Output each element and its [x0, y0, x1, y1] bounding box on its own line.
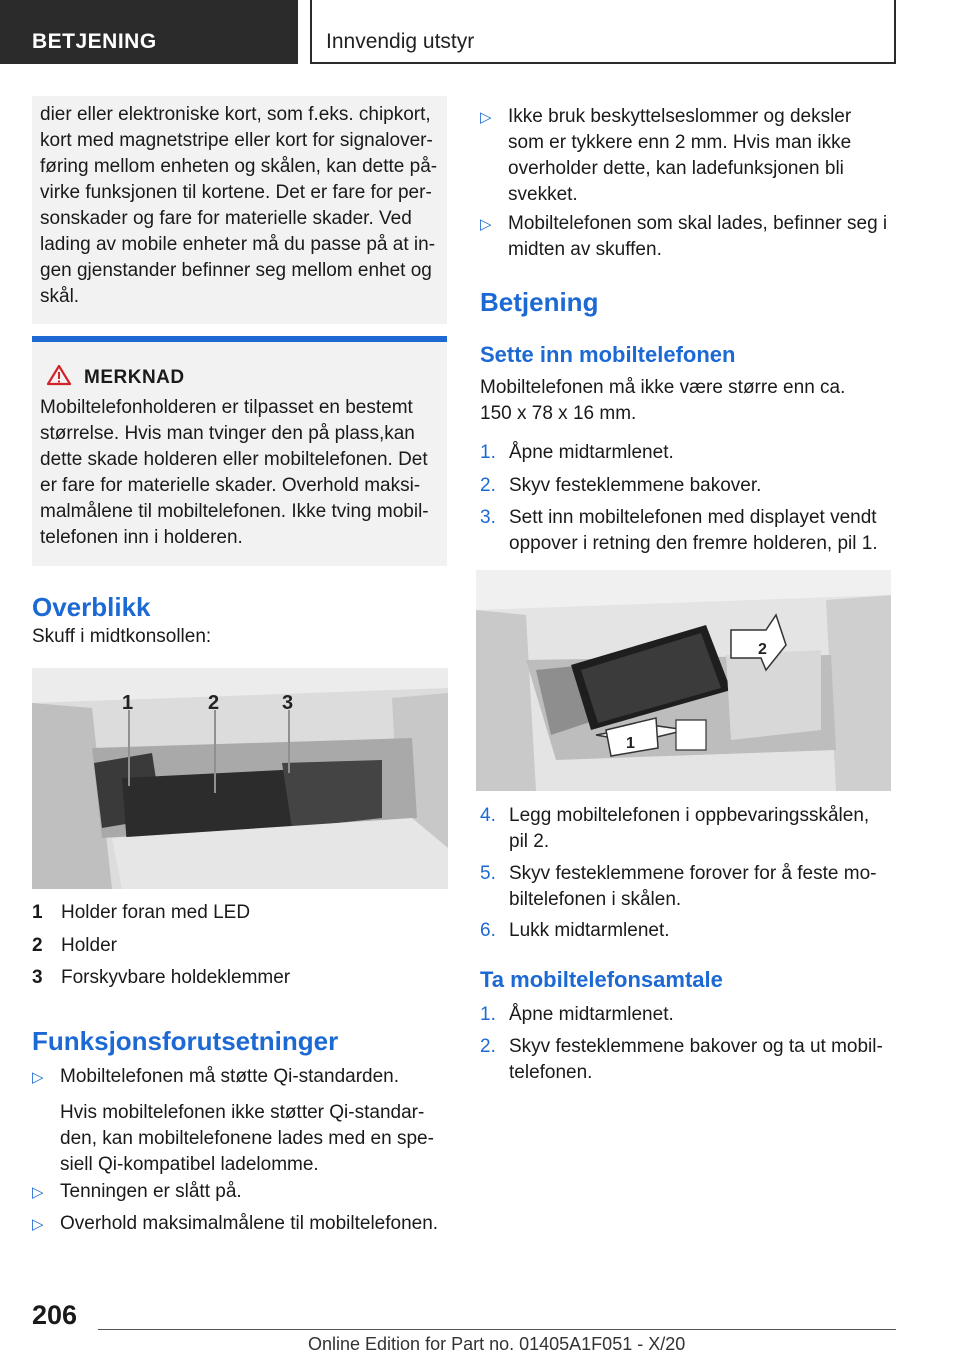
step-line: Skyv festeklemmene forover for å feste mo-	[509, 863, 877, 884]
step-text: Åpne midtarmlenet.	[509, 442, 674, 463]
step-line: telefonen.	[509, 1062, 593, 1083]
callout-1: 1	[122, 692, 134, 714]
step-text: Lukk midtarmlenet.	[509, 920, 670, 941]
edition-note: Online Edition for Part no. 01405A1F051 - X/20	[308, 1334, 686, 1354]
callout-3: 3	[282, 692, 294, 714]
legend-number: 3	[32, 967, 43, 988]
legend-number: 1	[32, 902, 43, 923]
step-item	[480, 1034, 883, 1086]
legend-number: 2	[32, 935, 43, 956]
step-line: Sett inn mobiltelefonen med displayet vendt	[509, 507, 877, 528]
notice-box	[32, 336, 447, 566]
step-item	[480, 505, 878, 557]
step-line: biltelefonen i skålen.	[509, 889, 682, 910]
bullet-marker: ▷	[480, 216, 492, 233]
overview-subtitle: Skuff i midtkonsollen:	[32, 626, 212, 647]
step-item	[480, 803, 869, 855]
step-text: Skyv festeklemmene bakover.	[509, 475, 762, 496]
box-line: skål.	[40, 286, 80, 307]
bullet-marker: ▷	[480, 109, 492, 126]
step-number: 1.	[480, 442, 496, 463]
bullet-marker: ▷	[32, 1184, 44, 1201]
step-line: pil 2.	[509, 831, 550, 852]
legend-text: Holder foran med LED	[61, 902, 251, 923]
step-number: 4.	[480, 805, 496, 826]
detail-line: Hvis mobiltelefonen ikke støtter Qi-standar-	[60, 1102, 425, 1123]
step-text: Åpne midtarmlenet.	[509, 1004, 674, 1025]
insert-phone-figure	[476, 570, 891, 791]
step-line: oppover i retning den fremre holderen, pil 1.	[509, 533, 878, 554]
warning-continuation-box	[32, 96, 447, 324]
step-number: 3.	[480, 507, 496, 528]
call-heading: Ta mobiltelefonsamtale	[480, 967, 723, 992]
arrow-label-2: 2	[758, 641, 767, 658]
notice-line: malmålene til mobiltelefonen. Ikke tving mobil-	[40, 501, 429, 522]
step-number: 5.	[480, 863, 496, 884]
notice-line: størrelse. Hvis man tvinger den på plass,kan	[40, 423, 415, 444]
chapter-title: Innvendig utstyr	[310, 0, 896, 64]
console-tray-figure	[32, 668, 448, 889]
box-line: føring mellom enheten og skålen, kan dette på-	[40, 156, 438, 177]
page-number: 206	[32, 1300, 78, 1330]
legend-text: Forskyvbare holdeklemmer	[61, 967, 291, 988]
requirements-heading: Funksjonsforutsetninger	[32, 1026, 339, 1056]
bullet-line: overholder dette, kan ladefunksjonen bli	[508, 158, 844, 179]
notice-line: er fare for materielle skader. Overhold maksi-	[40, 475, 421, 496]
bullet-marker: ▷	[32, 1216, 44, 1233]
bullet-line: svekket.	[508, 184, 578, 205]
step-item	[480, 473, 761, 499]
step-number: 2.	[480, 1036, 496, 1057]
box-line: kort med magnetstripe eller kort for signalover-	[40, 130, 433, 151]
footer-divider	[98, 1329, 896, 1330]
bullet-item	[480, 104, 896, 208]
size-line: 150 x 78 x 16 mm.	[480, 403, 637, 424]
section-tab: BETJENING	[0, 0, 298, 64]
bullet-item	[32, 1064, 448, 1091]
box-line: lading av mobile enheter må du passe på at in-	[40, 234, 436, 255]
step-number: 2.	[480, 475, 496, 496]
notice-line: Mobiltelefonholderen er tilpasset en bestemt	[40, 397, 413, 418]
detail-line: siell Qi-kompatibel ladelomme.	[60, 1154, 319, 1175]
bullet-marker: ▷	[32, 1069, 44, 1086]
size-line: Mobiltelefonen må ikke være større enn ca.	[480, 377, 846, 398]
step-number: 6.	[480, 920, 496, 941]
box-line: virke funksjonen til kortene. Det er fare for per-	[40, 182, 432, 203]
legend-item	[32, 935, 117, 957]
operation-heading: Betjening	[480, 287, 599, 317]
size-limit	[480, 375, 845, 427]
bullet-text: Tenningen er slått på.	[60, 1181, 242, 1202]
bullet-line: Ikke bruk beskyttelseslommer og deksler	[508, 106, 852, 127]
notice-title: MERKNAD	[84, 366, 185, 388]
step-item	[480, 861, 876, 913]
arrow-label-1: 1	[626, 735, 635, 752]
step-item	[480, 440, 674, 466]
step-item	[480, 918, 670, 944]
step-number: 1.	[480, 1004, 496, 1025]
bullet-line: midten av skuffen.	[508, 239, 662, 260]
step-item	[480, 1002, 674, 1028]
box-line: gen gjenstander befinner seg mellom enhet og	[40, 260, 432, 281]
bullet-text: Mobiltelefonen må støtte Qi-standarden.	[60, 1066, 400, 1087]
insert-heading: Sette inn mobiltelefonen	[480, 342, 736, 367]
bullet-line: som er tykkere enn 2 mm. Hvis man ikke	[508, 132, 852, 153]
detail-line: den, kan mobiltelefonene lades med en spe-	[60, 1128, 434, 1149]
warning-icon	[46, 364, 72, 391]
overview-heading: Overblikk	[32, 592, 151, 622]
notice-line: telefonen inn i holderen.	[40, 527, 243, 548]
bullet-item	[32, 1211, 452, 1238]
box-line: sonskader og fare for materielle skader. Ved	[40, 208, 412, 229]
box-line: dier eller elektroniske kort, som f.eks. chipkort,	[40, 104, 431, 125]
callout-2: 2	[208, 692, 220, 714]
notice-line: dette skade holderen eller mobiltelefonen. Det	[40, 449, 428, 470]
bullet-item	[480, 211, 900, 263]
legend-item	[32, 967, 290, 989]
bullet-detail	[60, 1100, 450, 1178]
legend-text: Holder	[61, 935, 117, 956]
bullet-line: Mobiltelefonen som skal lades, befinner seg i	[508, 213, 888, 234]
bullet-text: Overhold maksimalmålene til mobiltelefonen.	[60, 1213, 439, 1234]
step-line: Legg mobiltelefonen i oppbevaringsskålen,	[509, 805, 870, 826]
step-line: Skyv festeklemmene bakover og ta ut mobil-	[509, 1036, 883, 1057]
bullet-item	[32, 1179, 448, 1206]
legend-item	[32, 902, 250, 924]
